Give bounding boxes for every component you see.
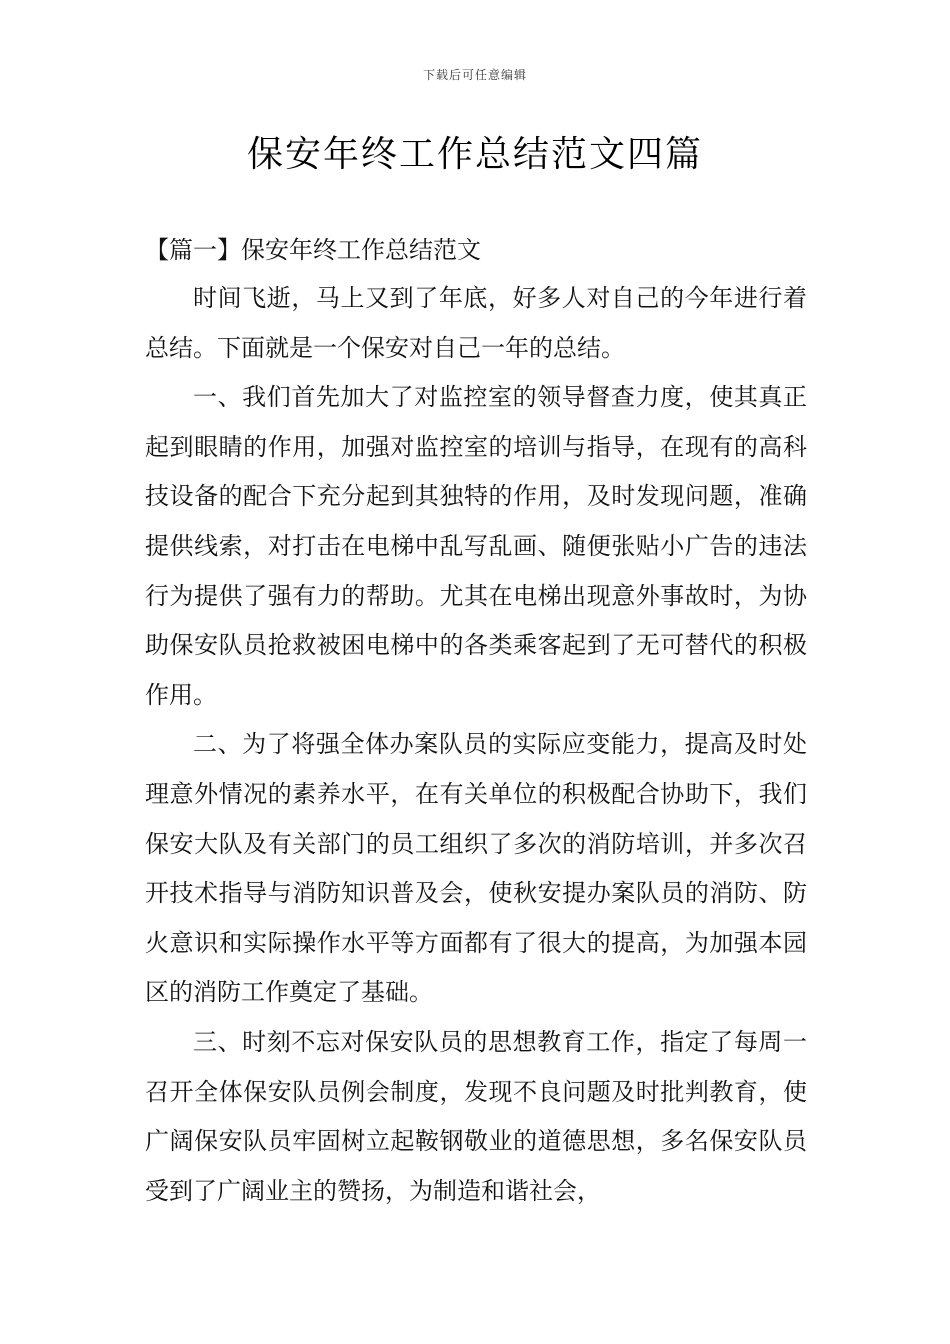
paragraph-intro: 时间飞逝，马上又到了年底，好多人对自己的今年进行着总结。下面就是一个保安对自己一年的总结。 [145,284,807,362]
paragraph-point-one: 一、我们首先加大了对监控室的领导督查力度，使其真正起到眼睛的作用，加强对监控室的培训与指导，在现有的高科技设备的配合下充分起到其独特的作用，及时发现问题，准确提供线索，对打击在电梯中乱写乱画、随便张贴小广告的违法行为提供了强有力的帮助。尤其在电梯出现意外事故时，为协助保安队员抢救被困电梯中的各类乘客起到了无可替代的积极作用。 [145,383,807,709]
header-note: 下载后可任意编辑 [422,68,527,82]
document-body [145,226,807,1216]
section-heading: 【篇一】保安年终工作总结范文 [145,236,481,264]
paragraph-point-two: 二、为了将强全体办案队员的实际应变能力，提高及时处理意外情况的素养水平，在有关单位的积极配合协助下，我们保安大队及有关部门的员工组织了多次的消防培训，并多次召开技术指导与消防知识普及会，使秋安提办案队员的消防、防火意识和实际操作水平等方面都有了很大的提高，为加强本园区的消防工作奠定了基础。 [145,730,807,1007]
document-title: 保安年终工作总结范文四篇 [246,134,703,175]
paragraph-point-three: 三、时刻不忘对保安队员的思想教育工作，指定了每周一召开全体保安队员例会制度，发现不良问题及时批判教育，使广阔保安队员牢固树立起鞍钢敬业的道德思想，多名保安队员受到了广阔业主的赞扬，为制造和谐社会， [145,1027,807,1205]
